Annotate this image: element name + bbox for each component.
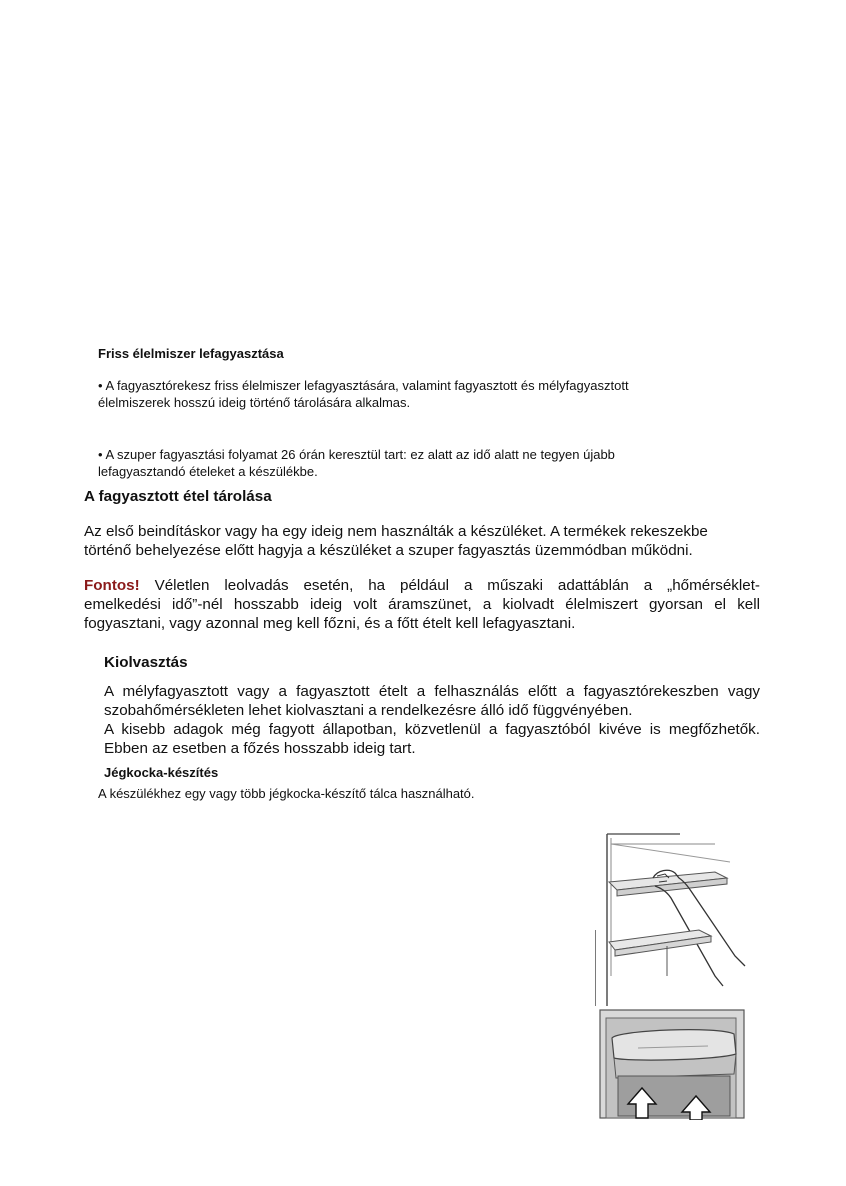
page-footer-strip (0, 1178, 846, 1186)
drawer-arrows-illustration (598, 1008, 748, 1120)
paragraph-line: fogyasztani, vagy azonnal meg kell főzni, és a főtt ételt kell lefagyasztani. (84, 615, 576, 632)
paragraph-important (84, 576, 760, 633)
paragraph-line: A mélyfagyasztott vagy a fagyasztott ételt a felhasználás előtt a fagyasztórekeszben vagy (104, 683, 760, 700)
important-label: Fontos! (84, 577, 140, 594)
important-text: Véletlen leolvadás esetén, ha például a műszaki adattáblán a „hőmérséklet- (154, 577, 760, 594)
paragraph-line: Ebben az esetben a főzés hosszabb ideig tart. (104, 740, 416, 757)
paragraph-line: A kisebb adagok még fagyott állapotban, közvetlenül a fagyasztóból kivéve is megfőzhetők. (104, 721, 760, 738)
shelf-hand-illustration (595, 826, 755, 1006)
paragraph-line: Az első beindításkor vagy ha egy ideig nem használták a készüléket. A termékek rekeszekbe (84, 523, 708, 540)
paragraph-ice-cubes: A készülékhez egy vagy több jégkocka-készítő tálca használható. (98, 786, 475, 801)
paragraph-line: emelkedési idő”-nél hosszabb ideig volt áramszünet, a kiolvadt élelmiszert gyorsan el kell (84, 596, 760, 613)
bullet-line: • A fagyasztórekesz friss élelmiszer lefagyasztására, valamint fagyasztott és mélyfagyasztott (98, 378, 629, 393)
bullet-freezer-purpose (98, 377, 718, 411)
paragraph-line: történő behelyezése előtt hagyja a készüléket a szuper fagyasztás üzemmódban működni. (84, 542, 693, 559)
section-heading-thawing: Kiolvasztás (104, 654, 188, 671)
paragraph-thawing (104, 682, 760, 758)
bullet-line: élelmiszerek hosszú ideig történő tárolására alkalmas. (98, 395, 411, 410)
paragraph-line (84, 576, 760, 595)
paragraph-first-start (84, 522, 760, 560)
section-heading-frozen-storage: A fagyasztott étel tárolása (84, 488, 272, 505)
section-heading-ice-cubes: Jégkocka-készítés (104, 765, 219, 780)
paragraph-line: szobahőmérsékleten lehet kiolvasztani a rendelkezésre álló idő függvényében. (104, 702, 633, 719)
bullet-line: • A szuper fagyasztási folyamat 26 órán keresztül tart: ez alatt az idő alatt ne tegyen újabb (98, 447, 615, 462)
section-heading-fresh-food: Friss élelmiszer lefagyasztása (98, 346, 284, 361)
bullet-super-freeze (98, 446, 718, 480)
bullet-line: lefagyasztandó ételeket a készülékbe. (98, 464, 318, 479)
